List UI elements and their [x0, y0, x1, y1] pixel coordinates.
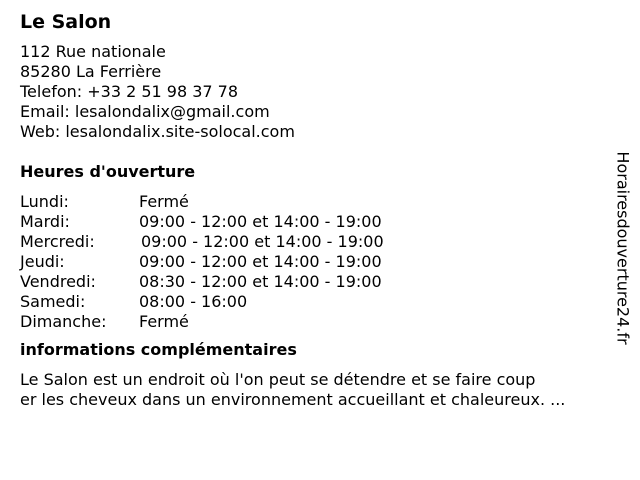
- day-label: Mercredi:: [20, 232, 95, 251]
- day-hours: Fermé: [139, 192, 189, 211]
- hours-row-samedi: [20, 292, 610, 312]
- business-name: Le Salon: [20, 11, 112, 33]
- hours-heading: Heures d'ouverture: [20, 162, 196, 181]
- day-hours: 09:00 - 12:00 et 14:00 - 19:00: [139, 252, 382, 271]
- day-hours: 09:00 - 12:00 et 14:00 - 19:00: [139, 212, 382, 231]
- hours-row-dimanche: [20, 312, 610, 332]
- info-line-1: Le Salon est un endroit où l'on peut se détendre et se faire coup: [20, 370, 536, 389]
- address-line-1: 112 Rue nationale: [20, 42, 166, 61]
- day-hours: 08:30 - 12:00 et 14:00 - 19:00: [139, 272, 382, 291]
- hours-row-mercredi: [20, 232, 610, 252]
- day-label: Vendredi:: [20, 272, 96, 291]
- day-label: Jeudi:: [20, 252, 65, 271]
- day-hours: Fermé: [139, 312, 189, 331]
- phone-line: Telefon: +33 2 51 98 37 78: [20, 82, 239, 101]
- hours-table: [20, 192, 610, 332]
- info-heading: informations complémentaires: [20, 340, 297, 359]
- day-label: Lundi:: [20, 192, 69, 211]
- day-hours: 09:00 - 12:00 et 14:00 - 19:00: [141, 232, 384, 251]
- day-hours: 08:00 - 16:00: [139, 292, 248, 311]
- hours-row-mardi: [20, 212, 610, 232]
- site-watermark: Horairesdouverture24.fr: [613, 151, 633, 345]
- address-line-2: 85280 La Ferrière: [20, 62, 162, 81]
- email-line: Email: lesalondalix@gmail.com: [20, 102, 270, 121]
- web-line: Web: lesalondalix.site-solocal.com: [20, 122, 295, 141]
- hours-row-jeudi: [20, 252, 610, 272]
- business-card: [20, 10, 610, 410]
- hours-row-vendredi: [20, 272, 610, 292]
- info-description: [20, 370, 610, 410]
- day-label: Samedi:: [20, 292, 86, 311]
- hours-row-lundi: [20, 192, 610, 212]
- day-label: Dimanche:: [20, 312, 107, 331]
- contact-block: [20, 42, 610, 142]
- day-label: Mardi:: [20, 212, 70, 231]
- info-line-2: er les cheveux dans un environnement accueillant et chaleureux. ...: [20, 390, 566, 409]
